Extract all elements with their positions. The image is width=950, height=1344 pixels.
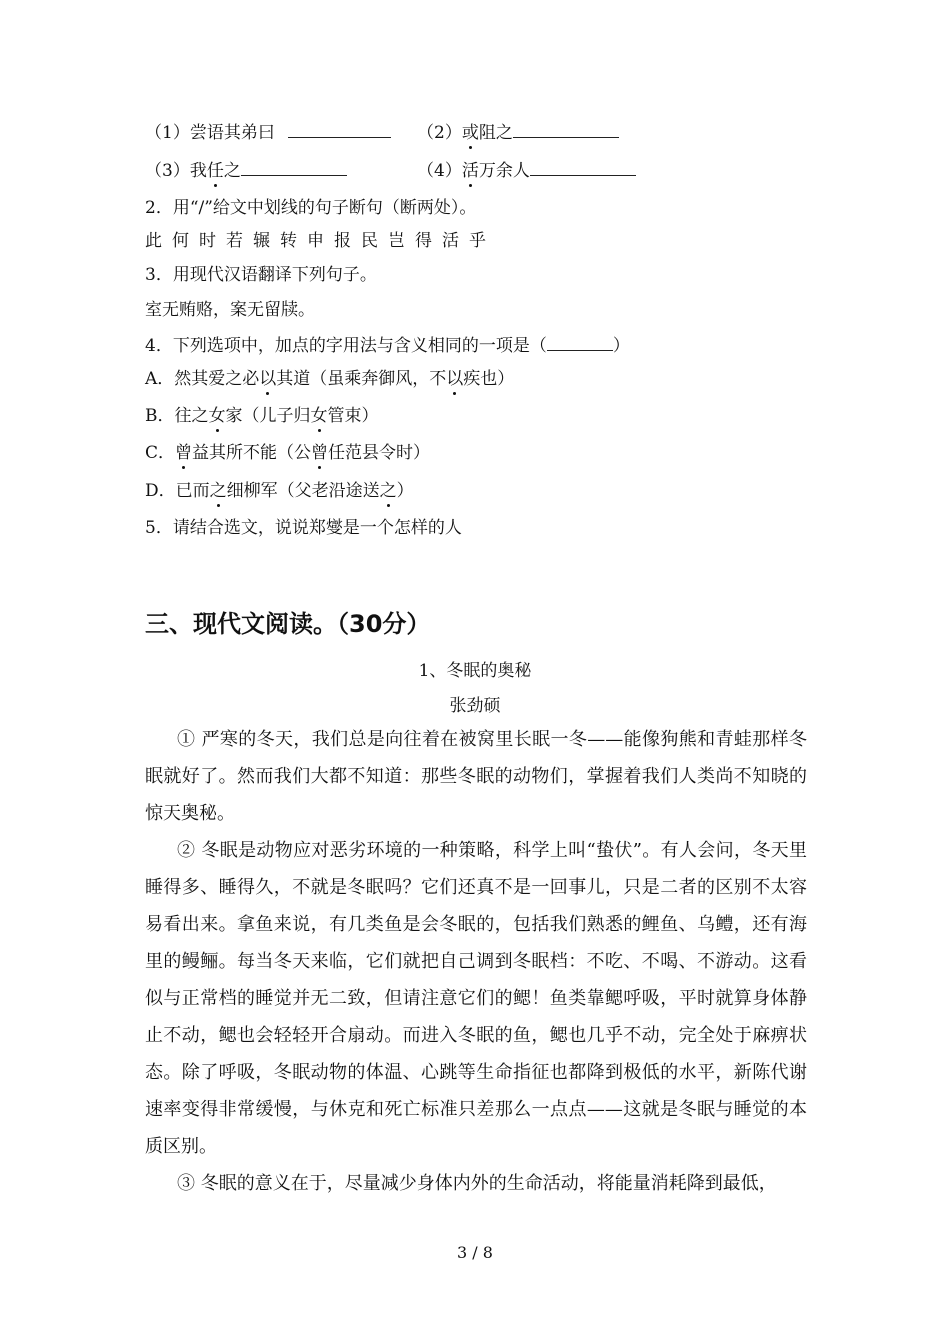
dotted-char: 女 xyxy=(208,406,226,426)
q1-item-1: （1）尝语其弟曰 xyxy=(145,121,391,144)
q1-item-3: （3）我任之 xyxy=(145,159,347,182)
q4-prompt: 4．下列选项中，加点的字用法与含义相同的一项是（ ） xyxy=(145,336,630,356)
q4-option-a: A．然其爱之必以其道（虽乘奔御风，不以疾也） xyxy=(145,369,515,389)
q4-option-c: C．曾益其所不能（公曾任范县令时） xyxy=(145,443,431,463)
answer-blank[interactable] xyxy=(241,159,347,176)
paragraph-2: ② 冬眠是动物应对恶劣环境的一种策略，科学上叫“蛰伏”。有人会问，冬天里睡得多、睡得久，不就是冬眠吗？它们还真不是一回事儿，只是二者的区别不太容易看出来。拿鱼来说，有几类鱼是会冬眠的，包括我们熟悉的鲤鱼、乌鳢，还有海里的鳗鲡。每当冬天来临，它们就把自己调到冬眠档：不吃、不喝、不游动。这看似与正常档的睡觉并无二致，但请注意它们的鳃！鱼类靠鳃呼吸，平时就算身体静止不动，鳃也会轻轻开合扇动。而进入冬眠的鱼，鳃也几乎不动，完全处于麻痹状态。除了呼吸，冬眠动物的体温、心跳等生命指征也都降到极低的水平，新陈代谢速率变得非常缓慢，与休克和死亡标准只差那么一点点——这就是冬眠与睡觉的本质区别。 xyxy=(145,840,807,1157)
dotted-char: 之 xyxy=(209,481,227,501)
dotted-char: 曾 xyxy=(175,443,193,463)
dotted-char: 活 xyxy=(461,161,479,181)
dotted-char: 以 xyxy=(446,369,464,389)
q2-sentence: 此何时若辗转申报民岂得活乎 xyxy=(145,231,496,251)
paragraph-3: ③ 冬眠的意义在于，尽量减少身体内外的生命活动，将能量消耗降到最低， xyxy=(177,1173,777,1194)
article-author: 张劲硕 xyxy=(449,696,501,716)
answer-blank[interactable] xyxy=(288,121,391,138)
paragraph-1: ① 严寒的冬天，我们总是向往着在被窝里长眠一冬——能像狗熊和青蛙那样冬眠就好了。然而我们大都不知道：那些冬眠的动物们，掌握着我们人类尚不知晓的惊天奥秘。 xyxy=(145,729,807,824)
q4-option-b: B．往之女家（儿子归女管束） xyxy=(145,406,379,426)
answer-blank[interactable] xyxy=(530,159,636,176)
dotted-char: 或 xyxy=(461,123,479,143)
q5-prompt: 5．请结合选文，说说郑燮是一个怎样的人 xyxy=(145,518,462,538)
q4-option-d: D．已而之细柳军（父老沿途送之） xyxy=(145,481,414,501)
dotted-char: 之 xyxy=(379,481,397,501)
q2-prompt: 2．用“/”给文中划线的句子断句（断两处）。 xyxy=(145,198,477,218)
dotted-char: 任 xyxy=(206,161,224,181)
q1-item-4: （4）活万余人 xyxy=(417,159,636,182)
answer-blank[interactable] xyxy=(513,121,619,138)
dotted-char: 曾 xyxy=(311,443,329,463)
q3-prompt: 3．用现代汉语翻译下列句子。 xyxy=(145,265,377,285)
q3-sentence: 室无贿赂，案无留牍。 xyxy=(145,300,315,320)
dotted-char: 女 xyxy=(310,406,328,426)
section-heading: 三、现代文阅读。（30分） xyxy=(145,610,431,638)
q1-item-2: （2）或阻之 xyxy=(417,121,619,144)
page-number: 3 / 8 xyxy=(457,1243,493,1262)
answer-blank[interactable] xyxy=(547,334,613,351)
dotted-char: 以 xyxy=(259,369,277,389)
article-title: 1、冬眠的奥秘 xyxy=(418,661,532,681)
